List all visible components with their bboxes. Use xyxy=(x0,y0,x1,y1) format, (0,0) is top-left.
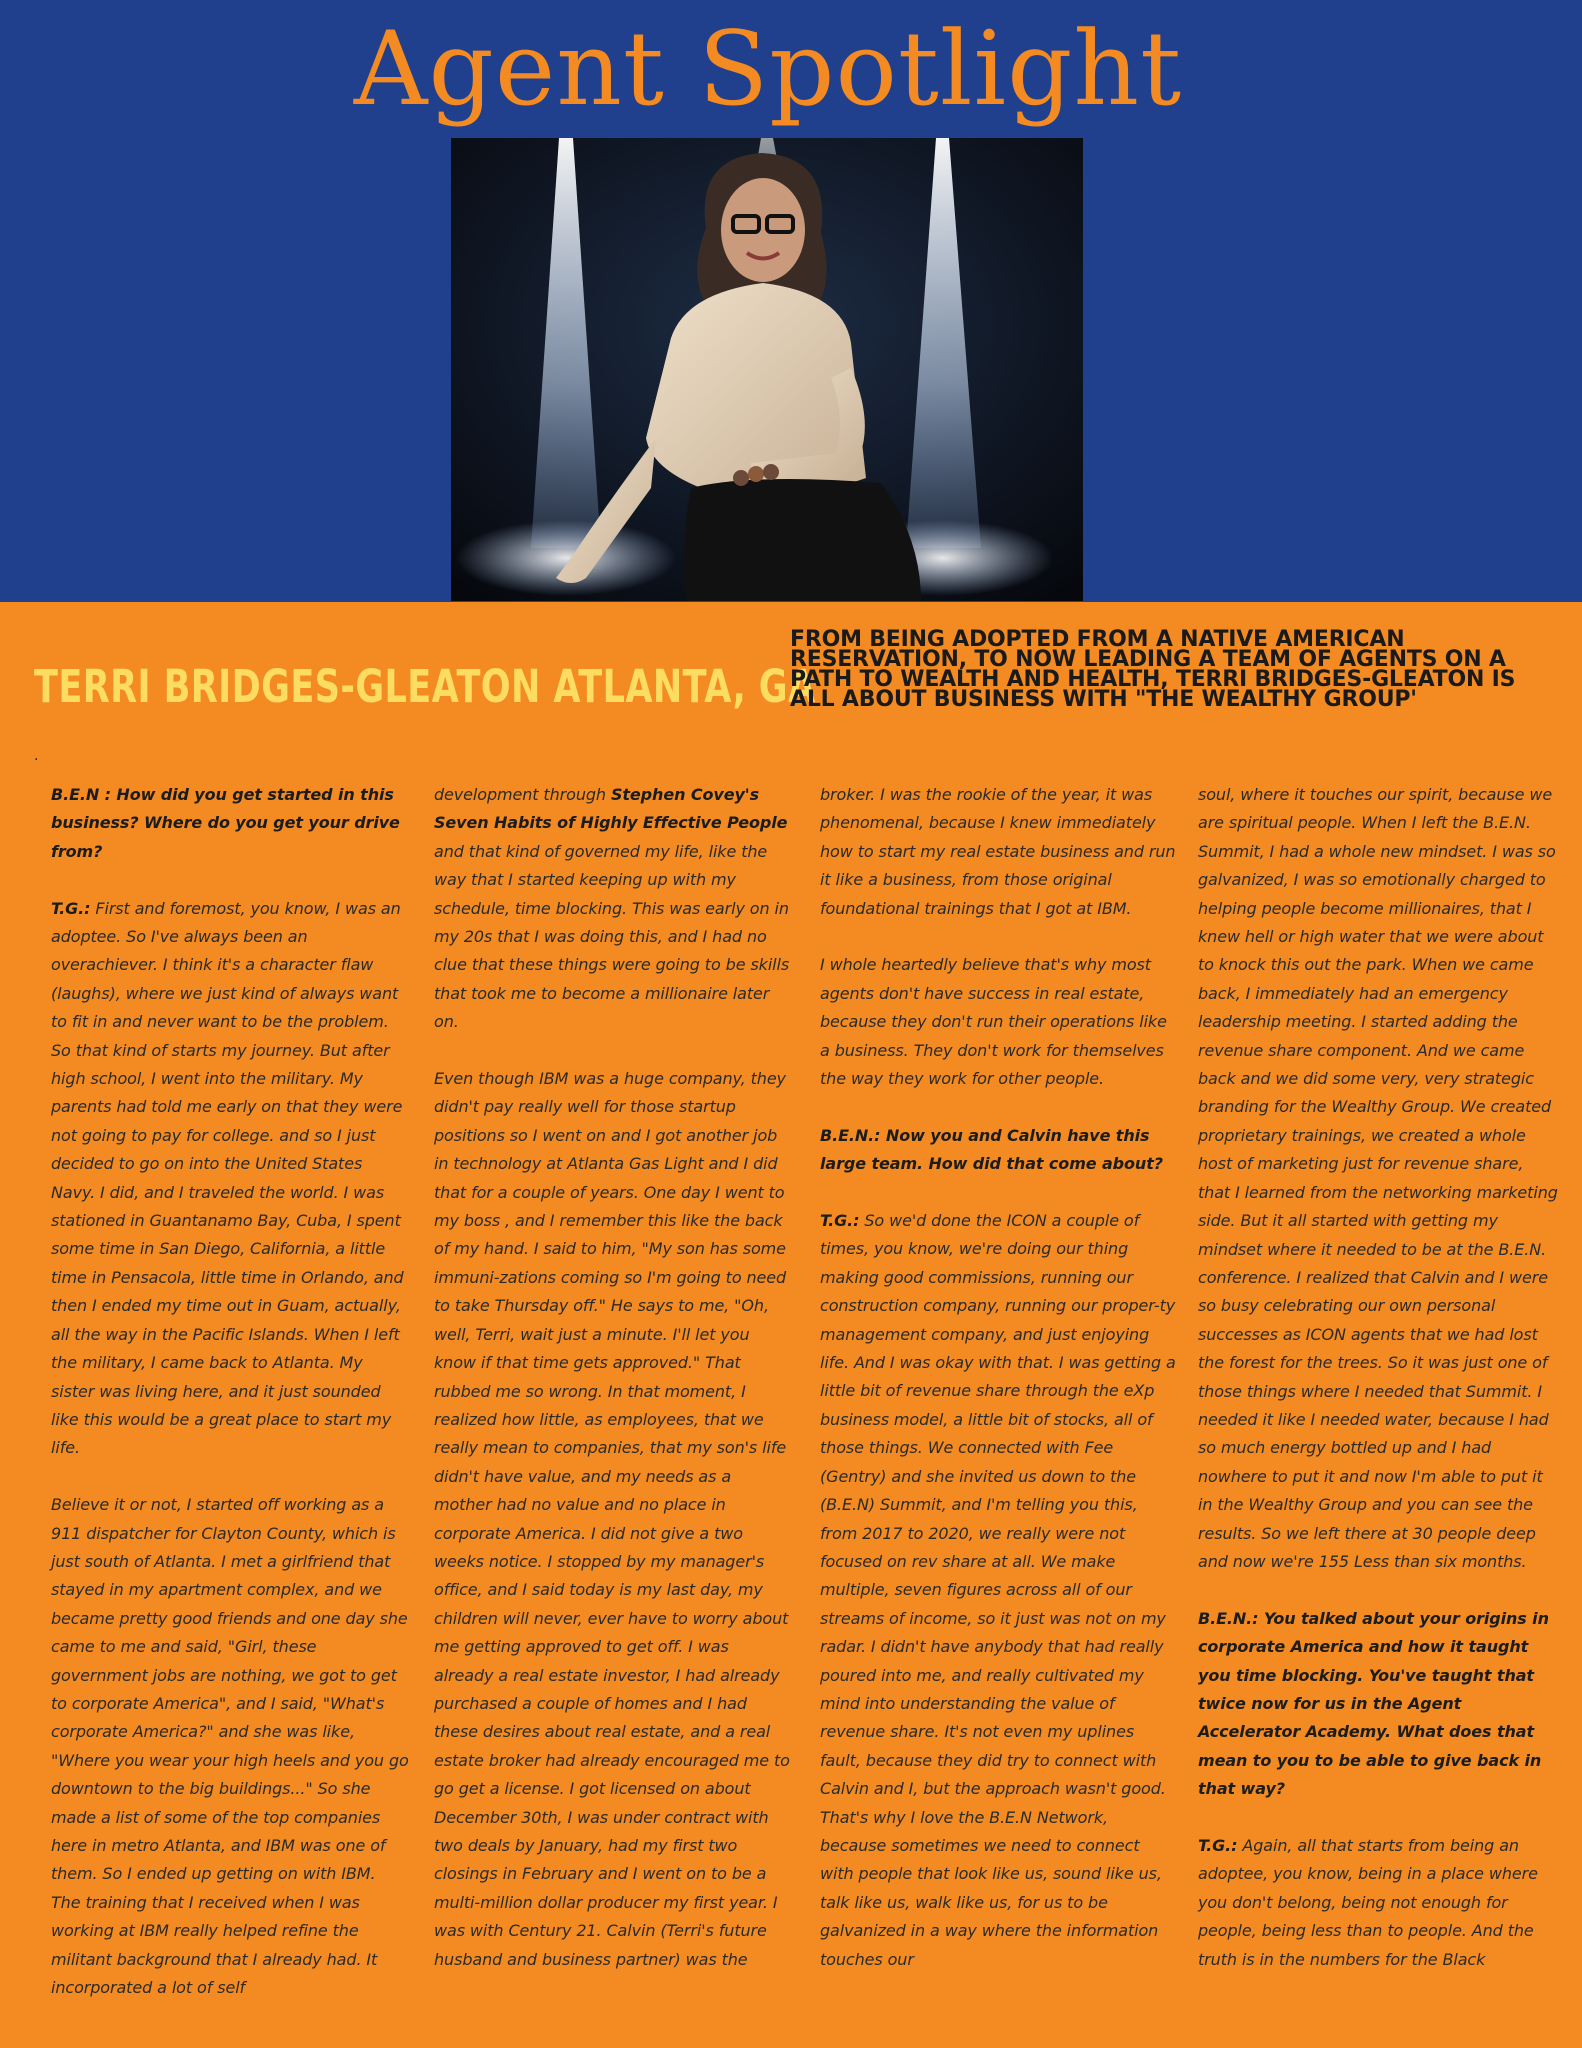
paragraph: I whole heartedly believe that's why most agents don't have success in real estate, because they don't run their operations like a business. They don't work for themselves the way they work for other people. xyxy=(820,955,1167,1089)
question-3: B.E.N.: You talked about your origins in corporate America and how it taught you time blocking. You've taught that twice now for us in the Agent Accelerator Academy. What does that mean to you to be able to give back in that way? xyxy=(1198,1608,1549,1799)
article-column-2 xyxy=(434,781,792,2002)
answer-label: T.G.: xyxy=(1198,1836,1238,1855)
question-2: B.E.N.: Now you and Calvin have this large team. How did that come about? xyxy=(820,1125,1163,1174)
answer-2 xyxy=(820,1207,1178,1974)
stray-dot: . xyxy=(34,748,39,764)
question-1: B.E.N : How did you get started in this business? Where do you get your drive from? xyxy=(51,785,400,861)
page-title: Agent Spotlight xyxy=(353,10,1183,129)
answer-1 xyxy=(51,895,409,1463)
article-column-4 xyxy=(1198,781,1558,2002)
paragraph: soul, where it touches our spirit, because we are spiritual people. When I left the B.E.N. Summit, I had a whole new mindset. I was so galvanized, I was so emotionally charged to helping people become millionaires, that I knew hell or high water that we were about to knock this out the park. When we came back, I immediately had an emergency leadership meeting. I started adding the revenue share component. And we came back and we did some very, very strategic branding for the Wealthy Group. We created proprietary trainings, we created a whole host of marketing just for revenue share, that I learned from the networking marketing side. But it all started with getting my mindset where it needed to be at the B.E.N. conference. I realized that Calvin and I were so busy celebrating our own personal successes as ICON agents that we had lost the forest for the trees. So it was just one of those things where I needed that Summit. I needed it like I needed water, because I had so much energy bottled up and I had nowhere to put it and now I'm able to put it in the Wealthy Group and you can see the results. So we left there at 30 people deep and now we're 155 Less than six months. xyxy=(1198,785,1558,1571)
article-column-1 xyxy=(51,781,409,2031)
answer-text: First and foremost, you know, I was an adoptee. So I've always been an overachiever. I think it's a character flaw (laughs), where we just kind of always want to fit in and never want to be the problem. So that kind of starts my journey. But after high school, I went into the military. My parents had told me early on that they were not going to pay for college. and so I just decided to go on into the United States Navy. I did, and I traveled the world. I was stationed in Guantanamo Bay, Cuba, I spent some time in San Diego, California, a little time in Pensacola, little time in Orlando, and then I ended my time out in Guam, actually, all the way in the Pacific Islands. When I left the military, I came back to Atlanta. My sister was living here, and it just sounded like this would be a great place to start my life. xyxy=(51,898,404,1458)
answer-label: T.G.: xyxy=(51,898,91,918)
book-title: Stephen Covey's Seven Habits of Highly Effective People xyxy=(434,785,788,833)
paragraph: Even though IBM was a huge company, they didn't pay really well for those startup positions so I went on and I got another job in technology at Atlanta Gas Light and I did that for a couple of years. One day I went to my boss , and I remember this like the back of my hand. I said to him, "My son has some immuni-zations coming so I'm going to need to take Thursday off." He says to me, "Oh, well, Terri, wait just a minute. I'll let you know if that time gets approved." That rubbed me so wrong. In that moment, I realized how little, as employees, that we really mean to companies, that my son's life didn't have value, and my needs as a mother had no value and no place in corporate America. I did not give a two weeks notice. I stopped by my manager's office, and I said today is my last day, my children will never, ever have to worry about me getting approved to get off. I was already a real estate investor, I had already purchased a couple of homes and I had these desires about real estate, and a real estate broker had already encouraged me to go get a license. I got licensed on about December 30th, I was under contract with two deals by January, had my first two closings in February and I went on to be a multi-million dollar producer my first year. I was with Century 21. Calvin (Terri's future husband and business partner) was the xyxy=(434,1069,790,1969)
answer-label: T.G.: xyxy=(820,1211,860,1231)
article-column-3 xyxy=(820,781,1178,2002)
answer-3 xyxy=(1198,1832,1558,1974)
paragraph: broker. I was the rookie of the year, it was phenomenal, because I knew immediately how to start my real estate business and run it like a business, from those original foundational trainings that I got at IBM. xyxy=(820,785,1176,918)
agent-name: TERRI BRIDGES-GLEATON ATLANTA, GA xyxy=(34,660,816,713)
text-span: development through xyxy=(434,785,611,804)
headline: FROM BEING ADOPTED FROM A NATIVE AMERICAN RESERVATION, TO NOW LEADING A TEAM OF AGENTS ON A PATH TO WEALTH AND HEALTH, TERRI BRIDGES-GLEATON IS ALL ABOUT BUSINESS WITH "THE WEALTHY GROUP' xyxy=(790,627,1516,712)
agent-photo xyxy=(451,138,1083,601)
answer-text: So we'd done the ICON a couple of times, you know, we're doing our thing making good commissions, running our construction company, running our proper-ty management company, and just enjoying life. And I was okay with that. I was getting a little bit of revenue share through the eXp business model, a little bit of stocks, all of those things. We connected with Fee (Gentry) and she invited us down to the (B.E.N) Summit, and I'm telling you this, from 2017 to 2020, we really were not focused on rev share at all. We make multiple, seven figures across all of our streams of income, so it just was not on my radar. I didn't have anybody that had really poured into me, and really cultivated my mind into understanding the value of revenue share. It's not even my uplines fault, because they did try to connect with Calvin and I, but the approach wasn't good. That's why I love the B.E.N Network, because sometimes we need to connect with people that look like us, sound like us, talk like us, walk like us, for us to be galvanized in a way where the information touches our xyxy=(820,1211,1176,1969)
text-span: and that kind of governed my life, like the way that I started keeping up with my schedule, time blocking. This was early on in my 20s that I was doing this, and I had no clue that these things were going to be skills that took me to become a millionaire later on. xyxy=(434,841,790,1032)
paragraph: Believe it or not, I started off working as a 911 dispatcher for Clayton County, which is just south of Atlanta. I met a girlfriend that stayed in my apartment complex, and we became pretty good friends and one day she came to me and said, "Girl, these government jobs are nothing, we got to get to corporate America", and I said, "What's corporate America?" and she was like, "Where you wear your high heels and you go downtown to the big buildings..." So she made a list of some of the top companies here in metro Atlanta, and IBM was one of them. So I ended up getting on with IBM. The training that I received when I was working at IBM really helped refine the militant background that I already had. It incorporated a lot of self xyxy=(51,1495,409,1998)
answer-text: Again, all that starts from being an adoptee, you know, being in a place where you don't belong, being not enough for people, being less than to people. And the truth is in the numbers for the Black xyxy=(1198,1836,1538,1969)
paragraph xyxy=(434,781,792,1037)
